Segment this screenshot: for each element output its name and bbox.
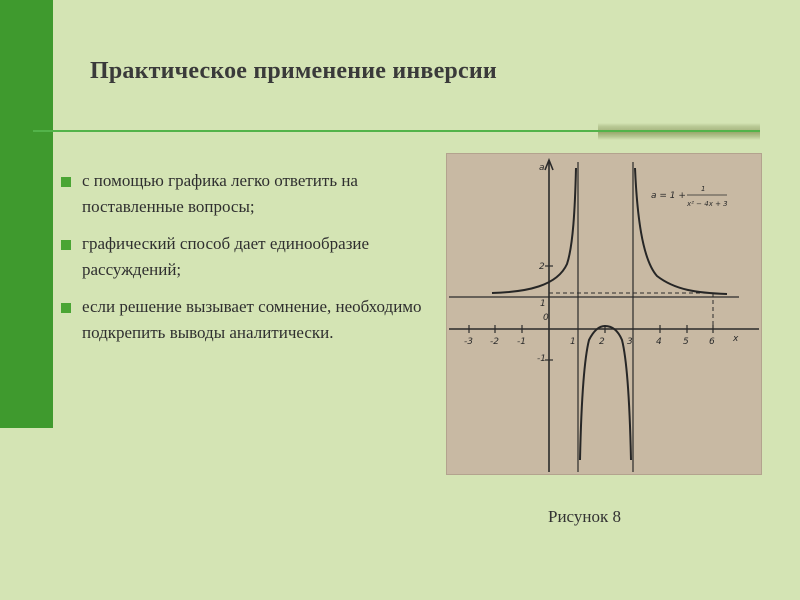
x-tick-label: 2 <box>599 337 605 347</box>
x-tick-label: 0 <box>543 313 549 323</box>
bullet-square-icon <box>61 303 71 313</box>
list-item <box>60 231 430 283</box>
left-accent-bar <box>0 0 53 428</box>
figure-caption: Рисунок 8 <box>548 507 621 526</box>
x-tick-label: -1 <box>517 337 526 347</box>
x-tick-label: -3 <box>464 337 473 347</box>
curve-right-branch <box>635 168 727 294</box>
y-axis-label: a <box>539 163 545 173</box>
bullet-square-icon <box>61 177 71 187</box>
y-tick-label: -1 <box>537 354 546 364</box>
bullet-text: если решение вызывает сомнение, необходимо подкрепить выводы аналитически. <box>82 297 422 342</box>
x-axis-label: x <box>733 334 739 344</box>
formula-lhs: a = 1 + <box>651 191 686 201</box>
x-tick-label: 3 <box>627 337 633 347</box>
slide-title: Практическое применение инверсии <box>90 58 497 84</box>
bullet-text: графический способ дает единообразие рассуждений; <box>82 234 370 279</box>
x-tick-label: 5 <box>683 337 689 347</box>
list-item <box>60 294 430 346</box>
rule-accent-line <box>598 130 760 132</box>
bullet-text: с помощью графика легко ответить на поставленные вопросы; <box>82 171 358 216</box>
bullet-square-icon <box>61 240 71 250</box>
x-tick-label: -2 <box>490 337 499 347</box>
x-tick-label: 6 <box>709 337 715 347</box>
graph-svg <box>447 154 761 474</box>
x-tick-label: 4 <box>656 337 662 347</box>
curve-left-branch <box>492 168 576 293</box>
formula-numerator: 1 <box>701 185 706 193</box>
curve-middle-branch <box>580 326 631 460</box>
bullet-list <box>60 168 430 357</box>
y-tick-label: 1 <box>540 299 546 309</box>
graph-figure <box>446 153 762 475</box>
list-item <box>60 168 430 220</box>
formula-denominator: x² − 4x + 3 <box>687 200 728 208</box>
y-tick-label: 2 <box>539 262 545 272</box>
x-tick-label: 1 <box>570 337 576 347</box>
